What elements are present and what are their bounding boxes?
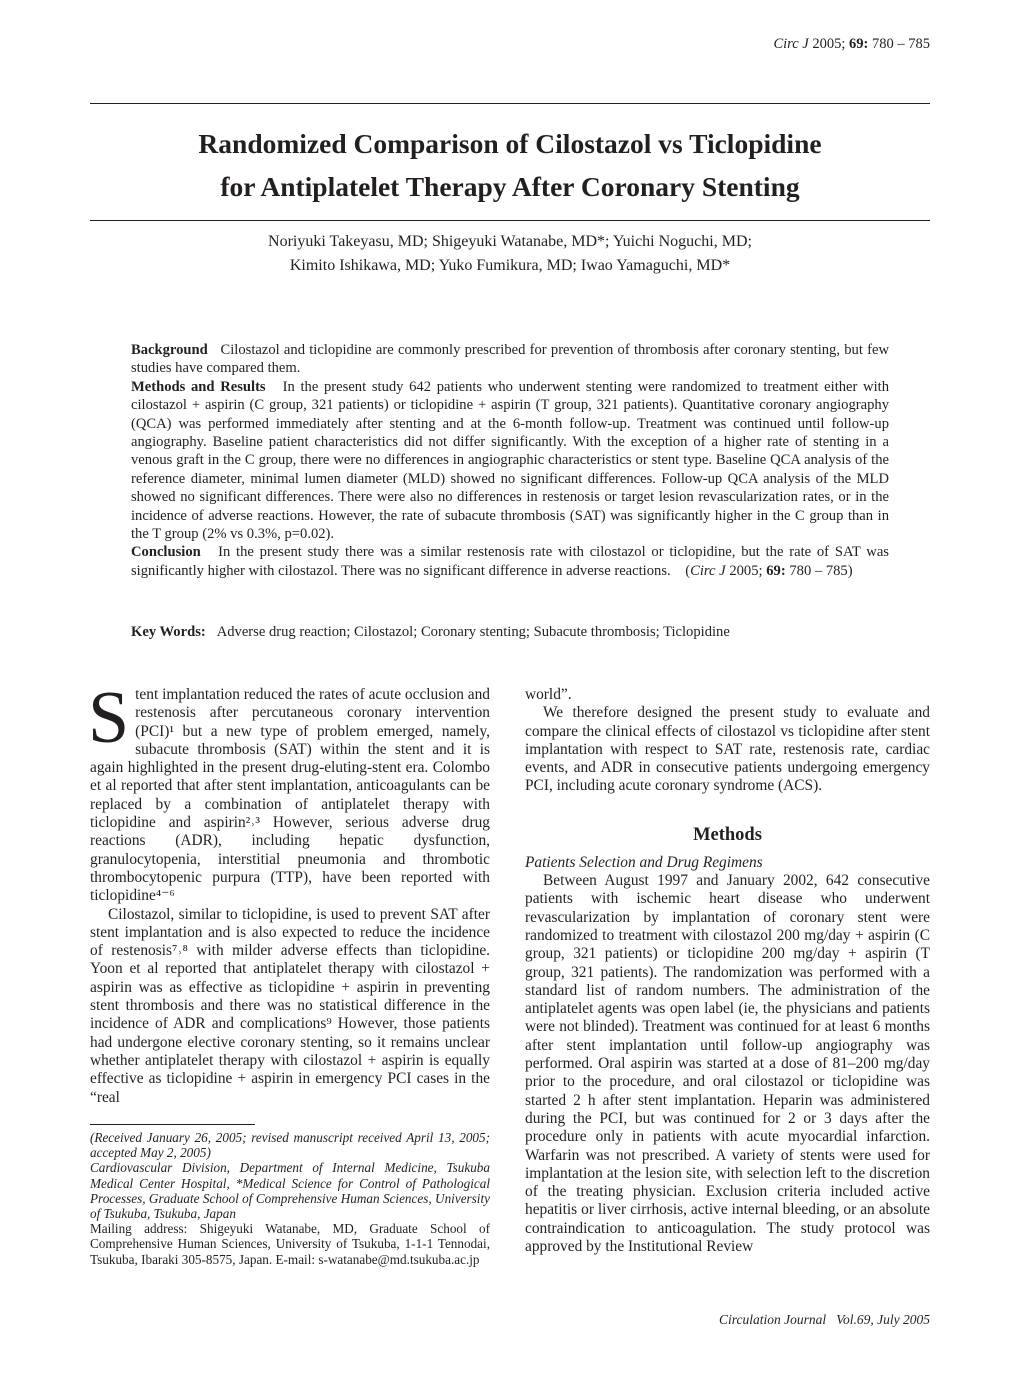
header-pages: 780 – 785 [872,36,930,52]
section-heading-methods: Methods [693,824,762,845]
right-column [525,686,930,1256]
top-rule [90,103,930,104]
header-year: 2005; [812,36,846,52]
methods-text: In the present study 642 patients who underwent stenting were randomized to treatment either with cilostazol + aspirin (C group, 321 patients) or ticlopidine + aspirin (T group, 321 patients). Quantitative coronary angiography (QCA) was performed immediately after stenting and at the 6-month follow-up. Treatment was continued until follow-up angiography. Baseline patient characteristics did not differ significantly. With the exception of a higher rate of stenting in a venous graft in the C group, there were no differences in angiographic characteristics or stent type. Baseline QCA analysis of the reference diameter, minimal lumen diameter (MLD) showed no significant differences. Follow-up QCA analysis of the MLD showed no significant differences. There were also no differences in restenosis or target lesion revascularization rates, or in the incidence of adverse reactions. However, the rate of subacute thrombosis (SAT) was significantly higher in the C group than in the T group (2% vs 0.3%, p=0.02). [131,378,890,543]
authors-line-2: Kimito Ishikawa, MD; Yuko Fumikura, MD; Iwao Yamaguchi, MD* [289,257,731,274]
citation-volume: 69: [766,562,786,579]
citation-pages: 780 – 785) [789,562,853,579]
mailing-address: Mailing address: Shigeyuki Watanabe, MD, Graduate School of Comprehensive Human Sciences, University of Tsukuba, 1-1-1 Tennodai, Tsukuba, Ibaraki 305-8575, Japan. E-mail: s-watanabe@md.tsukuba.ac.jp [90,1221,490,1267]
author-list [90,230,930,278]
footer-journal: Circulation Journal [719,1312,827,1327]
intro-text-1: tent implantation reduced the rates of acute occlusion and restenosis after percutaneous coronary intervention (PCI)¹ but a new type of problem emerged, namely, subacute thrombosis (SAT) within the stent and it is again highlighted in the present drug-eluting-stent era. Colombo et al reported that after stent implantation, anticoagulants can be replaced by a combination of antiplatelet therapy with ticlopidine and aspirin²˒³ However, serious adverse drug reactions (ADR), including hepatic dysfunction, granulocytopenia, interstitial pneumonia and thrombotic thrombocytopenic purpura (TTP), have been reported with ticlopidine⁴⁻⁶ [90,686,490,905]
intro-paragraph-3: We therefore designed the present study to evaluate and compare the clinical effects of cilostazol vs ticlopidine after stent implantation with respect to SAT rate, restenosis rate, cardiac events, and ADR in consecutive patients undergoing emergency PCI, including acute coronary syndrome (ACS). [525,704,930,795]
affiliation: Cardiovascular Division, Department of Internal Medicine, Tsukuba Medical Center Hospital, *Medical Science for Control of Pathological Processes, Graduate School of Comprehensive Human Sciences, University of Tsukuba, Tsukuba, Japan [90,1160,490,1222]
methods-paragraph-1: Between August 1997 and January 2002, 642 consecutive patients with ischemic heart disease who underwent revascularization by implantation of coronary stent were randomized to treatment with cilostazol 200 mg/day + aspirin (C group, 321 patients) or ticlopidine 200 mg/day + aspirin (T group, 321 patients). The randomization was performed with a standard list of random numbers. The administration of the antiplatelet agents was open label (ie, the physicians and patients were not blinded). Treatment was continued for at least 6 months after stent implantation until follow-up angiography was performed. Oral aspirin was started at a dose of 81–200 mg/day prior to the procedure, and oral cilostazol or ticlopidine was started 2 h after stent implantation. Heparin was administered during the PCI, but was continued for 2 or 3 days after the procedure only in patients with acute myocardial infarction. Warfarin was not prescribed. A variety of stents were used for implantation at the lesion site, with selection left to the discretion of the treating physician. Exclusion criteria included active hepatitis or liver cirrhosis, active internal bleeding, or an absolute contraindication to anticoagulation. The study protocol was approved by the Institutional Review [525,872,930,1256]
citation-open: ( [685,562,691,579]
abstract [131,341,889,580]
title-line-1: Randomized Comparison of Cilostazol vs Ticlopidine [198,128,822,159]
keywords [131,624,889,641]
journal-abbrev: Circ J [773,36,809,52]
footnote-rule [90,1124,255,1125]
keywords-label: Key Words: [131,624,206,640]
title-rule [90,220,930,221]
citation-journal: Circ J [690,562,726,579]
conclusion-text: In the present study there was a similar restenosis rate with cilostazol or ticlopidine, but the rate of SAT was significantly higher with cilostazol. There was no significant difference in adverse reactions. [131,544,889,579]
received-dates: (Received January 26, 2005; revised manuscript received April 13, 2005; accepted May 2, 2005) [90,1130,490,1161]
subsection-heading: Patients Selection and Drug Regimens [525,853,763,871]
background-label: Background [131,342,208,358]
title-line-2: for Antiplatelet Therapy After Coronary Stenting [220,171,800,202]
intro-continuation: world”. [525,686,572,703]
header-volume: 69: [849,36,869,52]
page-footer [719,1312,930,1328]
keywords-text: Adverse drug reaction; Cilostazol; Coronary stenting; Subacute thrombosis; Ticlopidine [216,624,730,640]
intro-paragraph-2: Cilostazol, similar to ticlopidine, is used to prevent SAT after stent implantation and is also expected to reduce the incidence of restenosis⁷˒⁸ with milder adverse effects than ticlopidine. Yoon et al reported that antiplatelet therapy with cilostazol + aspirin was as effective as ticlopidine + aspirin in preventing stent thrombosis and there was no statistical difference in the incidence of ADR and complications⁹ However, those patients had undergone elective coronary stenting, so it remains unclear whether antiplatelet therapy with cilostazol + aspirin is equally effective as ticlopidine + aspirin in emergency PCI cases in the “real [90,905,490,1106]
authors-line-1: Noriyuki Takeyasu, MD; Shigeyuki Watanabe, MD*; Yuichi Noguchi, MD; [268,233,752,250]
footer-issue: Vol.69, July 2005 [836,1312,930,1327]
running-header [773,36,930,53]
methods-label: Methods and Results [131,378,266,395]
footnotes [90,1130,490,1267]
abstract-methods [131,378,889,544]
drop-cap: S [88,677,130,759]
article-title [90,122,930,208]
background-text: Cilostazol and ticlopidine are commonly prescribed for prevention of thrombosis after coronary stenting, but few studies have compared them. [131,342,889,377]
left-column [88,677,490,1107]
abstract-conclusion [131,543,889,580]
abstract-background [131,341,889,378]
conclusion-label: Conclusion [131,544,201,561]
citation-year: 2005; [729,562,763,579]
intro-paragraph-1 [88,677,490,906]
